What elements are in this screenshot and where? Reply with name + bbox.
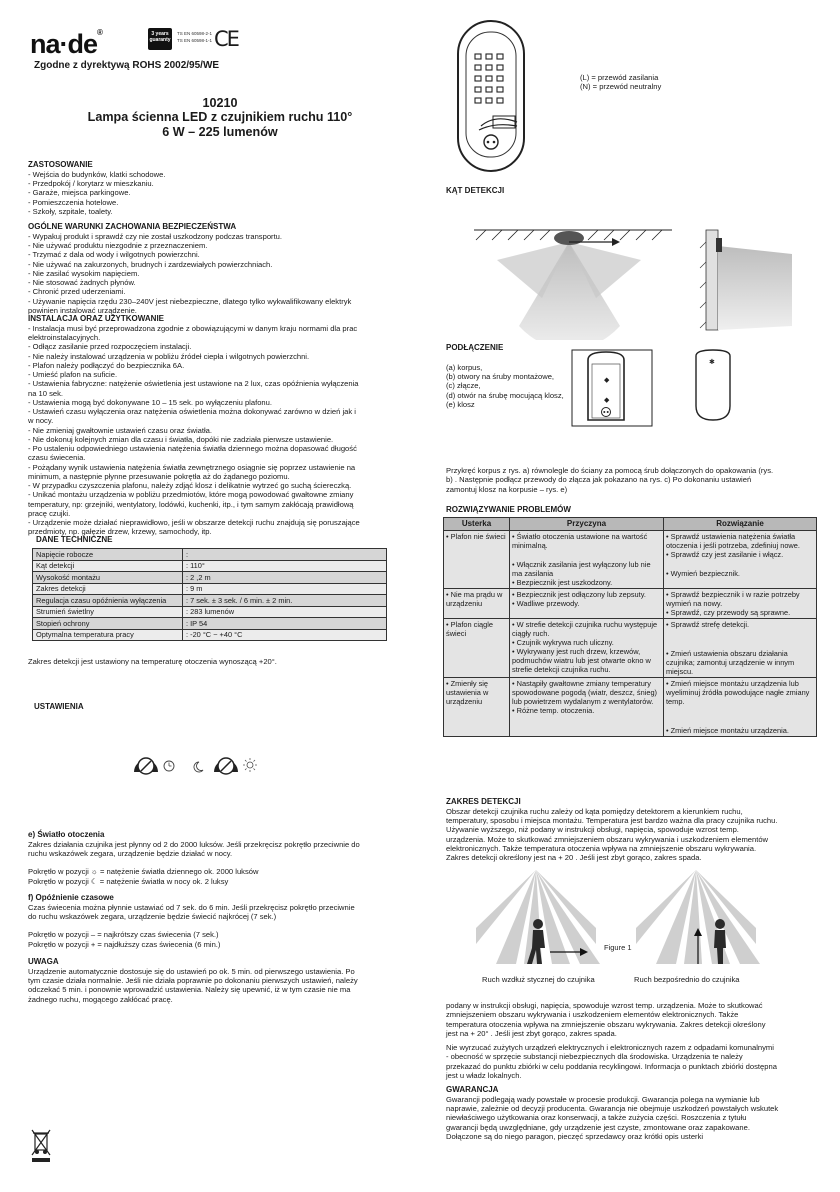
text-line: Zakres działania czujnika jest płynny od 2 do 2000 luksów. Jeśli przekręcisz pokrętło przeciwnie do [28,839,360,849]
figure-label: Figure 1 [604,943,632,952]
section-zakres [446,797,821,862]
light-dial-icon [194,758,257,774]
table-row: Kąt detekcji : 110° [33,560,387,572]
text-line: temperatury, np: grzejniki, wentylatory, lodówki, kuchenki, itp., i tym samym zakłócają prawidłową [28,499,354,509]
norm-codes: TS EN 60598-2-1 TS EN 60598-1-1 [177,31,213,43]
text-line: - Nie zmieniaj gwałtownie ustawień czasu oraz światła. [28,425,213,435]
list-item: - Trzymać z dala od wody i wilgotnych powierzchni. [28,250,200,260]
product-power: 6 W – 225 lumenów [162,124,278,139]
section-heading-dane: DANE TECHNICZNE [36,535,113,544]
text-line: minimum, a następnie płynne przesuwanie pokrętła aż do żądanego poziomu. [28,471,290,481]
figure-1-motion-diagram [476,868,771,968]
text-line: czasu świecenia. [28,453,86,463]
text-line: Obszar detekcji czujnika ruchu zależy od kąta pomiędzy detektorem a kierunkiem ruchu, [446,806,743,816]
directive-text: Zgodne z dyrektywą ROHS 2002/95/WE [34,60,220,71]
wiring-legend [580,73,661,92]
section-heading-kat: KĄT DETEKCJI [446,186,505,195]
text-line: zamontuj klosz na korpusie – rys. e) [446,484,568,494]
text-line: Dołączone są do niego paragon, pieczęć sprzedawcy oraz krótki opis usterki [446,1131,704,1141]
table-row: • Plafon nie świeci • Światło otoczenia ustawione na wartość minimalną. • Włącznik zasilania jest wyłączony lub nie ma zasilania • Bezpiecznik jest uszkodzony. • Sprawdź ustawienia natężenia światła otoczenia i jeśli potrzeba, zdefiniuj nowe. • Sprawdź czy jest zasilanie i włącz. • Wymień bezpiecznik. [444,530,817,588]
table-row: Regulacja czasu opóźnienia wyłączenia : 7 sek. ± 3 sek. / 6 min. ± 2 min. [33,595,387,607]
text-line: - Pożądany wynik ustawienia natężenia światła zewnętrznego osiągnie się poprzez ustawienie na [28,462,356,472]
text-line: pracę czujki. [28,508,71,518]
text-line: Pokrętło w pozycji + = najdłuższy czas świecenia (6 min.) [28,939,221,949]
text-line: Zakres detekcji określony jest na + 20 . Jeśli jest zbyt gorąco, zakres spada. [446,853,702,862]
section-heading: GWARANCJA [446,1085,499,1094]
zakres-repeat-paragraph [446,1001,821,1038]
list-item: - Nie używać na zakurzonych, brudnych i zardzewiałych powierzchniach. [28,259,273,269]
section-uwaga [28,957,423,1004]
list-item: - Szkoły, szpitale, toalety. [28,206,113,216]
text-line: - Odłącz zasilanie przed rozpoczęciem instalacji. [28,342,192,352]
text-line: - W przypadku czyszczenia plafonu, należy zdjąć klosz i delikatnie wytrzeć go suchą ściereczką. [28,481,352,490]
table-row: • Zmienły się ustawienia w urządzeniu • Nastąpiły gwałtowne zmiany temperatury spowodowane pogodą (wiatr, deszcz, śnieg) lub powietrzem wydalanym z wentylatorów. • Różne temp. otoczenia. • Zmień miejsce montażu urządzenia lub wyeliminuj źródła powodujące nagłe zmiany temp. • Zmień miejsce montażu urządzenia. [444,678,817,737]
section-heading: OGÓLNE WARUNKI ZACHOWANIA BEZPIECZEŃSTWA [28,222,237,231]
list-item: (e) klosz [446,399,475,409]
text-line: Przykręć korpus z rys. a) równolegle do ściany za pomocą śrub dołączonych do opakowania (rys. [446,466,774,475]
svg-text:◆: ◆ [604,377,610,384]
list-item: - Garaże, miejsca parkingowe. [28,188,131,198]
text-line: zmniejszeniem obszaru wykrywania i uszkodzeniem elementów elektronicznych. Także [446,1010,739,1020]
list-item: - Nie stosować żadnych płynów. [28,278,136,287]
svg-text:✱: ✱ [709,359,715,366]
list-item: powinien instalować urządzenie. [28,305,137,315]
text-line: - Ustawienia mogą być dokonywane 10 – 15 sek. po wyłączeniu plafonu. [28,397,272,407]
section-heading: f) Opóźnienie czasowe [28,893,114,902]
ce-mark-icon: CE [214,27,238,51]
brand-logo: na·de® [30,28,102,59]
section-heading: ZASTOSOWANIE [28,160,93,169]
text-line: przekazać do punktu zbiórki w celu poddania recyklingowi. Informacja o punktach zbiórki dostępna [446,1061,777,1071]
detection-note: Zakres detekcji jest ustawiony na temperaturę otoczenia wynoszącą +20°. [28,657,277,666]
list-item: (c) złącze, [446,381,481,391]
section-heading-problemy: ROZWIĄZYWANIE PROBLEMÓW [446,505,571,514]
product-title [20,96,420,139]
text-line: żadnego ruchu, mogącego zakłócać pracę. [28,994,173,1004]
crossed-bin-icon [30,1128,52,1164]
text-line: - Ustawienia fabryczne: natężenie oświetlenia jest ustawione na 2 lux, czas opóźnienia wyłączenia [28,379,359,389]
table-row: • Nie ma prądu w urządzeniu • Bezpiecznik jest odłączony lub zepsuty. • Wadliwe przewody. • Sprawdź bezpiecznik i w razie potrzeby wymień na nowy. • Sprawdź, czy przewody są sprawne. [444,588,817,618]
section-zastosowanie [28,160,408,216]
text-line: naprawie, zależnie od decyzji producenta. Gwarancja nie obejmuje uszkodzeń powstałych wskutek [446,1104,779,1113]
list-item: - Używanie napięcia rzędu 230–240V jest niebezpieczne, dlatego tylko wykwalifikowany elektryk [28,296,352,306]
wiring-L: (L) = przewód zasilania [580,73,659,82]
text-line: temperatura otoczenia wpływa na zmniejszenie obszaru wykrywania. Zakres detekcji określony [446,1019,766,1029]
text-line: w nocy. [28,416,54,426]
text-line: - Instalacja musi być przeprowadzona zgodnie z obowiązującymi w danym kraju normami dla prac [28,323,358,333]
table-row: Stopień ochrony : IP 54 [33,618,387,630]
table-row: Strumień świetlny : 283 lumenów [33,606,387,618]
table-header-row: Usterka Przyczyna Rozwiązanie [444,518,817,531]
list-item: (d) otwór na śrubę mocującą klosz, [446,390,564,400]
time-dial-icon [134,758,174,774]
section-bezpieczenstwo [28,222,408,315]
text-line: - obecność w sprzęcie substancji niebezpiecznych dla środowiska. Urządzenia te należy [446,1052,743,1062]
list-item: - Wejścia do budynków, klatki schodowe. [28,169,166,179]
wiring-diagram [455,18,530,178]
table-row: Optymalna temperatura pracy : -20 °C ~ +40 °C [33,629,387,641]
text-line: - Unikać montażu urządzenia w pobliżu przedmiotów, które mogą powodować gwałtowne zmiany [28,490,354,500]
text-line: elektroinstalacyjnych. [28,333,101,342]
connection-drawing [558,348,788,430]
detection-angle-diagram [462,208,807,340]
text-line: Nie wyrzucać zużytych urządzeń elektrycznych i elektronicznych razem z odpadami komunalnymi [446,1043,774,1052]
text-line: tym czasie działa normalnie. Jeśli nie działa poprawnie po dokonaniu pierwszych ustawień, należy [28,976,358,985]
text-line: b) . Następnie podłącz przewody do złącza jak pokazano na rys. c) Po dokonaniu ustawień [446,475,752,485]
text-line: Używanie wyższego, niż podany w instrukcji obsługi, napięcia, spowoduje wzrost temp. [446,825,739,835]
product-code: 10210 [202,96,238,110]
section-instalacja [28,314,418,537]
section-opoznienie [28,893,423,949]
svg-text:◆: ◆ [604,397,610,404]
list-item: - Nie zasilać wysokim napięciem. [28,268,140,278]
text-line: Pokrętło w pozycji – = najkrótszy czas świecenia (7 sek.) [28,930,219,940]
text-line: niewłaściwego użytkowania oraz konserwacji, a także zużycia części. Roszczenia z tytułu [446,1113,747,1123]
text-line: jest u władz lokalnych. [446,1070,522,1080]
text-line: Czas świecenia można płynnie ustawiać od 7 sek. do 6 min. Jeśli przekręcisz pokrętło przeciwnie [28,902,355,912]
troubleshooting-table [443,517,817,737]
podlaczenie-instruction [446,466,821,494]
list-item: - Przedpokój / korytarz w mieszkaniu. [28,179,154,188]
figure-caption-left: Ruch wzdłuż stycznej do czujnika [482,975,595,984]
recycling-paragraph [446,1043,821,1080]
list-item: - Nie używać produktu niezgodnie z przeznaczeniem. [28,241,208,250]
text-line: przedmioty, np. gałęzie drzew, krzewy, samochody, itp. [28,527,212,537]
table-row: • Plafon ciągle świeci • W strefie detekcji czujnika ruchu występuje ciągły ruch. • Czujnik wykrywa ruch uliczny. • Wykrywany jest ruch drzew, krzewów, podmuchów wiatru lub jest otwarte okno w strefie detekcji czujnika ruchu. • Sprawdź strefę detekcji. • Zmień ustawienia obszaru działania czujnika; zamontuj urządzenie w innym miejscu. [444,619,817,678]
figure-caption-right: Ruch bezpośrednio do czujnika [634,975,740,984]
text-line: - Umieść plafon na suficie. [28,370,118,379]
tech-data-table [32,548,387,641]
section-podlaczenie [446,343,564,409]
table-row: Zakres detekcji : 9 m [33,583,387,595]
text-line: elektronicznych. Także temperatura otoczenia wpływa na zmniejszenie obszaru wykrywania. [446,843,757,853]
text-line: urządzenia. Może to skutkować zmniejszeniem obszaru wykrywania i uszkodzeniem elementów [446,834,769,844]
text-line: ruchu wskazówek zegara, urządzenie będzie działać w nocy. [28,849,233,858]
text-line: temperatury, sposobu i miejsca montażu. Temperatura jest bardzo ważna dla pracy czujnika ruchu. [446,816,778,825]
text-line: Urządzenie automatycznie dostosuje się do ustawień po ok. 5 min. od pierwszego ustawienia. Po [28,966,355,976]
text-line: - Nie dokonuj kolejnych zmian dla czasu i światła, dopóki nie zadziała pierwsze ustawienie. [28,434,334,444]
text-line: jest na + 20° . Jeśli jest zbyt gorąco, zakres spada. [446,1028,617,1038]
text-line: do ruchu wskazówek zegara, urządzenie będzie świecić najkrócej (7 sek.) [28,912,277,921]
text-line: Pokrętło w pozycji ☾ = natężenie światła w nocy ok. 2 luksy [28,876,229,886]
text-line: gwarancji będą uwzględniane, gdy urządzenie jest czyste, zmontowane oraz zapakowane. [446,1122,750,1132]
text-line: - Po ustaleniu odpowiedniego ustawienia natężenia światła dziennego można dopasować długość [28,444,357,453]
list-item: - Chronić przed uderzeniami. [28,287,126,297]
section-heading: UWAGA [28,957,59,966]
table-row: Napięcie robocze : [33,549,387,561]
warranty-badge: 3 years guaranty [148,28,172,50]
text-line: odczekać 5 min. i ponownie wprowadzić ustawienia. Należy się upewnić, iż w tym czasie nie ma [28,985,351,995]
section-heading: ZAKRES DETEKCJI [446,797,521,806]
list-item: - Wypakuj produkt i sprawdź czy nie został uszkodzony podczas transportu. [28,231,283,241]
wiring-N: (N) = przewód neutralny [580,82,662,92]
section-heading: INSTALACJA ORAZ UŻYTKOWANIE [28,314,164,323]
section-swiatlo [28,830,423,886]
section-heading: e) Światło otoczenia [28,830,105,839]
text-line: na 10 sek. [28,388,64,398]
text-line: - Nie należy instalować urządzenia w pobliżu źródeł ciepła i wilgotnych powierzchni. [28,351,310,361]
text-line: - Urządzenie może działać nieprawidłowo, jeśli w obszarze detekcji ruchu znajdują się poruszające [28,518,360,527]
text-line: - Ustawień czasu wyłączenia oraz natężenia oświetlenia można dokonywać zarówno w dzień jak i [28,407,356,416]
list-item: - Pomieszczenia hotelowe. [28,197,119,207]
table-row: Wysokość montażu : 2 ,2 m [33,572,387,584]
setting-dials-icon [128,742,268,778]
text-line: Gwarancji podlegają wady powstałe w procesie produkcji. Gwarancja polega na wymianie lub [446,1094,760,1104]
list-item: (b) otwory na śruby montażowe, [446,372,555,381]
text-line: - Plafon należy podłączyć do bezpiecznika 6A. [28,360,185,370]
section-gwarancja [446,1085,821,1141]
section-heading-ustawienia: USTAWIENIA [34,702,84,711]
section-heading: PODŁĄCZENIE [446,343,504,352]
list-item: (a) korpus, [446,362,483,372]
text-line: podany w instrukcji obsługi, napięcia, spowoduje wzrost temp. urządzenia. Może to skutkować [446,1001,763,1010]
text-line: Pokrętło w pozycji ☼ = natężenie światła dziennego ok. 2000 luksów [28,867,259,877]
product-name: Lampa ścienna LED z czujnikiem ruchu 110° [87,110,353,125]
